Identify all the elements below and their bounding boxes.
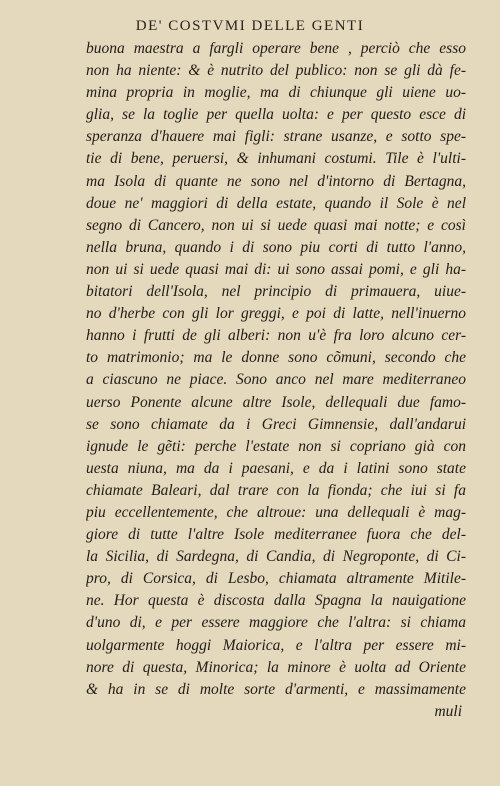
text-line: & ha in se di molte sorte d'armenti, e massimamente xyxy=(86,680,466,698)
text-line: mina propria in moglie, ma di chiunque gli uiene uo- xyxy=(86,84,466,102)
text-line: non ha niente: & è nutrito del publico: non se gli dà fe- xyxy=(86,62,466,80)
text-line: piu eccellentemente, che altroue: una dellequali è mag- xyxy=(86,503,466,521)
text-line: tie di bene, peruersi, & inhumani costumi. Tile è l'ulti- xyxy=(86,150,466,168)
text-line: a ciascuno ne piace. Sono anco nel mare mediterraneo xyxy=(86,371,466,389)
text-line: giore di tutte l'altre Isole mediterranee fuora che del- xyxy=(86,526,466,544)
text-line: segno di Cancero, non ui si uede quasi mai notte; e così xyxy=(86,216,466,234)
text-line: ne. Hor questa è discosta dalla Spagna la nauigatione xyxy=(86,592,466,610)
text-line: glia, se la toglie per quella uolta: e per questo esce di xyxy=(86,106,466,124)
text-line: hanno i frutti de gli alberi: non u'è fra loro alcuno cer- xyxy=(86,327,466,345)
text-line: chiamate Baleari, dal trare con la fionda; che iui si fa xyxy=(86,481,466,499)
text-line: nella bruna, quando i di sono piu corti di tutto l'anno, xyxy=(86,238,466,256)
text-line: bitatori dell'Isola, nel principio di primauera, uiue- xyxy=(86,283,466,301)
text-line: speranza d'hauere mai figli: strane usanze, e sotto spe- xyxy=(86,128,466,146)
text-line: ignude le gẽti: perche l'estate non si copriano già con xyxy=(86,437,466,455)
text-line: se sono chiamate da i Greci Gimnensie, dall'andarui xyxy=(86,415,466,433)
text-line: non ui si uede quasi mai di: ui sono assai pomi, e gli ha- xyxy=(86,260,466,278)
text-line: to matrimonio; ma le donne sono cõmuni, secondo che xyxy=(86,349,466,367)
text-line: uolgarmente hoggi Maiorica, e l'altra per essere mi- xyxy=(86,636,466,654)
text-line: nore di questa, Minorica; la minore è uolta ad Oriente xyxy=(86,658,466,676)
text-line: pro, di Corsica, di Lesbo, chiamata altramente Mitile- xyxy=(86,570,466,588)
running-head: DE' COSTVMI DELLE GENTI xyxy=(135,18,365,34)
text-line: la Sicilia, di Sardegna, di Candia, di Negroponte, di Ci- xyxy=(86,548,466,566)
text-line: uerso Ponente alcune altre Isole, dellequali due famo- xyxy=(86,393,466,411)
text-line: d'uno di, e per essere maggiore che l'altra: si chiama xyxy=(86,614,466,632)
text-line: ma Isola di quante ne sono nel d'intorno di Bertagna, xyxy=(86,172,466,190)
text-line: buona maestra a fargli operare bene , perciò che esso xyxy=(86,40,466,57)
catchword: muli xyxy=(434,702,462,720)
text-line: doue ne' maggiori di della estate, quando il Sole è nel xyxy=(86,194,466,212)
text-block xyxy=(86,38,466,723)
text-line: uesta niuna, ma da i paesani, e da i latini sono state xyxy=(86,459,466,477)
text-line: no d'herbe con gli lor greggi, e poi di latte, nell'inuerno xyxy=(86,305,466,323)
